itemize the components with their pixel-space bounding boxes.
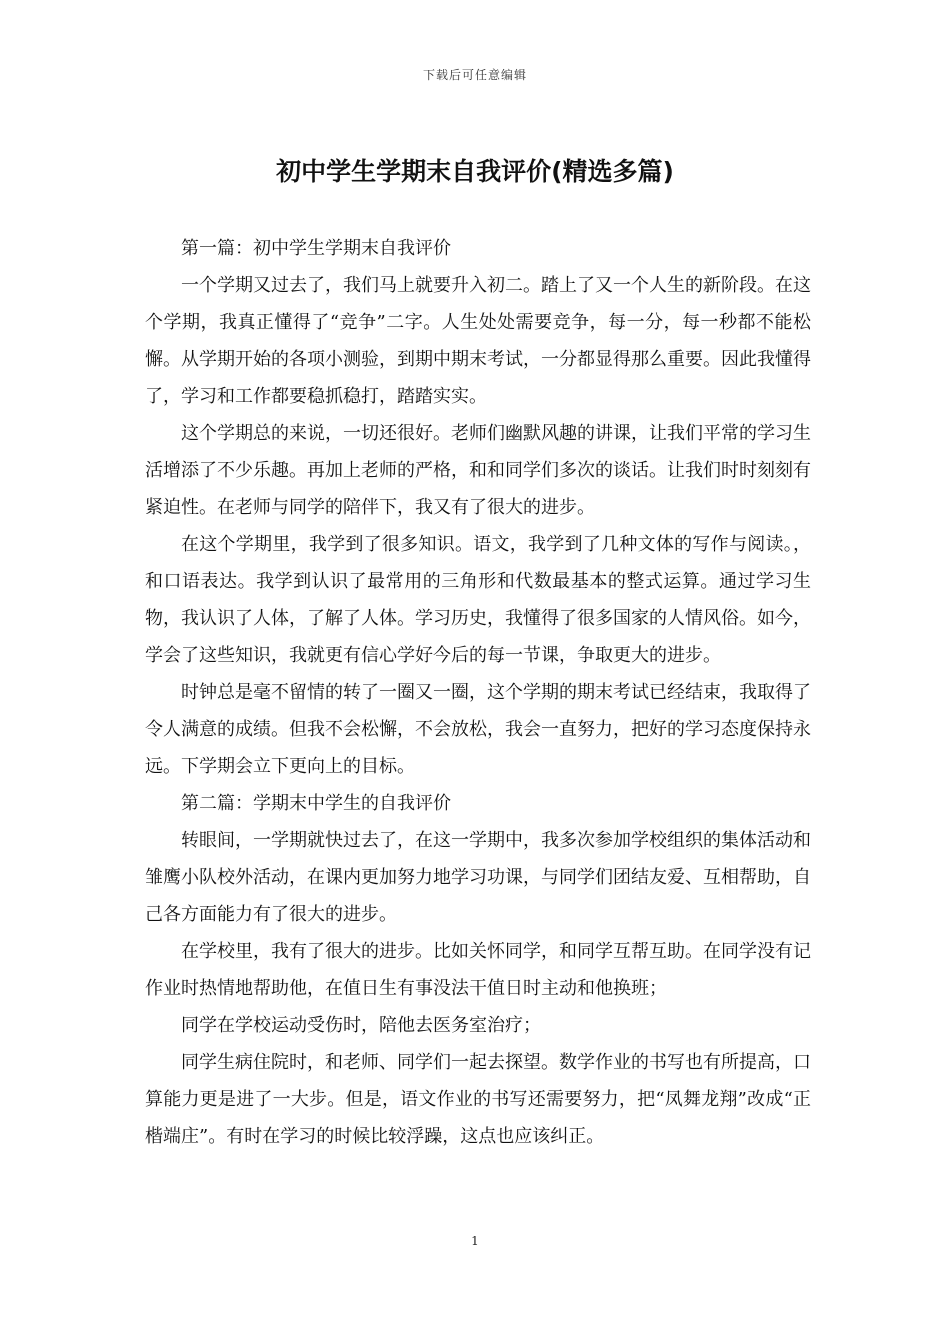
page-number: 1 (471, 1234, 479, 1248)
paragraph: 在学校里，我有了很大的进步。比如关怀同学，和同学互帮互助。在同学没有记作业时热情地帮助他，在值日生有事没法干值日时主动和他换班； (145, 941, 811, 999)
section-heading-2: 第二篇：学期末中学生的自我评价 (181, 793, 451, 814)
header-note: 下载后可任意编辑 (422, 68, 527, 82)
paragraph: 同学在学校运动受伤时，陪他去医务室治疗； (181, 1015, 541, 1036)
paragraph: 这个学期总的来说，一切还很好。老师们幽默风趣的讲课，让我们平常的学习生活增添了不少乐趣。再加上老师的严格，和和同学们多次的谈话。让我们时时刻刻有紧迫性。在老师与同学的陪伴下，我又有了很大的进步。 (145, 423, 811, 518)
paragraph: 转眼间，一学期就快过去了，在这一学期中，我多次参加学校组织的集体活动和雏鹰小队校外活动，在课内更加努力地学习功课，与同学们团结友爱、互相帮助，自己各方面能力有了很大的进步。 (145, 830, 811, 925)
paragraph: 时钟总是毫不留情的转了一圈又一圈，这个学期的期末考试已经结束，我取得了令人满意的成绩。但我不会松懈，不会放松，我会一直努力，把好的学习态度保持永远。下学期会立下更向上的目标。 (145, 682, 811, 777)
section-heading-1: 第一篇：初中学生学期末自我评价 (181, 238, 451, 259)
paragraph: 在这个学期里，我学到了很多知识。语文，我学到了几种文体的写作与阅读。，和口语表达。我学到认识了最常用的三角形和代数最基本的整式运算。通过学习生物，我认识了人体，了解了人体。学习历史，我懂得了很多国家的人情风俗。如今，学会了这些知识，我就更有信心学好今后的每一节课，争取更大的进步。 (145, 534, 811, 666)
paragraph: 一个学期又过去了，我们马上就要升入初二。踏上了又一个人生的新阶段。在这个学期，我真正懂得了“竞争”二字。人生处处需要竞争，每一分，每一秒都不能松懈。从学期开始的各项小测验，到期中期末考试，一分都显得那么重要。因此我懂得了，学习和工作都要稳抓稳打，踏踏实实。 (145, 275, 811, 407)
document-body (145, 230, 811, 1155)
paragraph: 同学生病住院时，和老师、同学们一起去探望。数学作业的书写也有所提高，口算能力更是进了一大步。但是，语文作业的书写还需要努力，把“凤舞龙翔”改成“正楷端庄”。有时在学习的时候比较浮躁，这点也应该纠正。 (145, 1052, 811, 1147)
document-title: 初中学生学期末自我评价(精选多篇) (276, 157, 674, 186)
